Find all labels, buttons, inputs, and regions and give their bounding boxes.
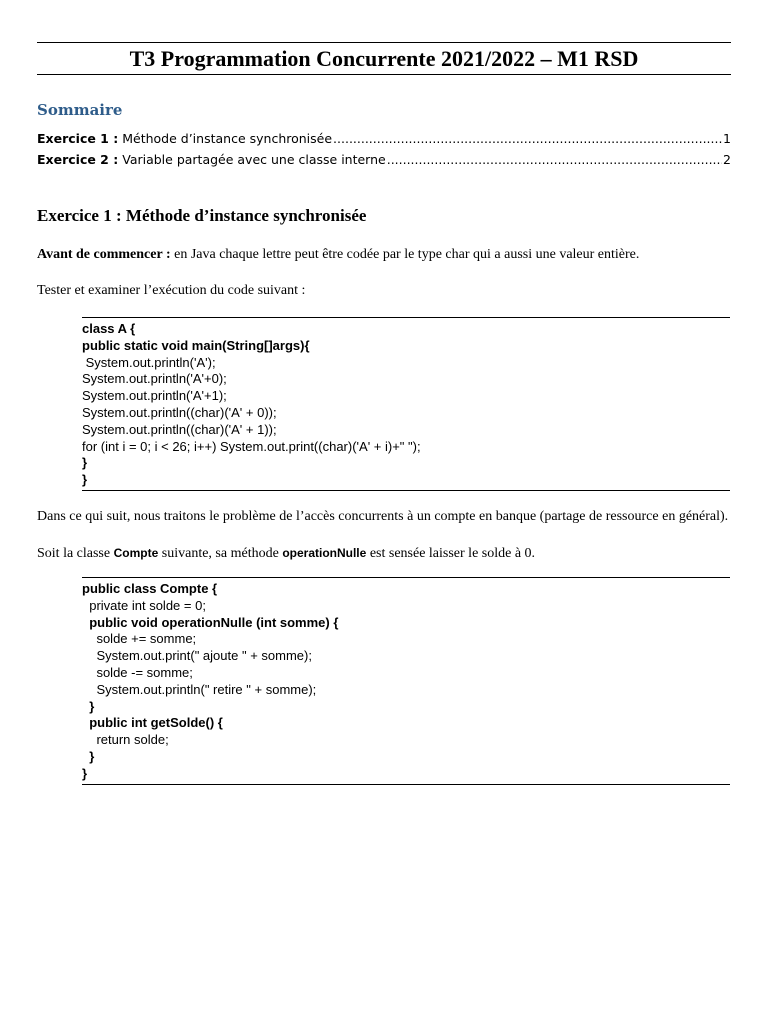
code-block-2 [82, 577, 730, 785]
intro-paragraph [37, 246, 731, 264]
code-line: solde -= somme; [82, 664, 193, 680]
intro-text: en Java chaque lettre peut être codée par le type char qui a aussi une valeur entière. [170, 247, 640, 262]
toc-heading: Sommaire [37, 101, 123, 119]
toc-entry-text: Variable partagée avec une classe interne [122, 152, 386, 167]
code-line: public class Compte { [82, 581, 218, 596]
code-line: System.out.println('A'); [82, 354, 216, 370]
code-line: System.out.println((char)('A' + 0)); [82, 404, 277, 420]
code-line: public static void main(String[]args){ [82, 337, 310, 353]
code-line: public void operationNulle (int somme) { [82, 614, 339, 630]
method-name: operationNulle [282, 546, 367, 560]
toc-entry[interactable] [37, 149, 731, 170]
code-line: } [82, 748, 95, 764]
bank-paragraph: Dans ce qui suit, nous traitons le problème de l’accès concurrents à un compte en banque (partage de ressource en général). [37, 509, 729, 524]
instruction-paragraph: Tester et examiner l’exécution du code suivant : [37, 283, 306, 298]
toc-entry-page: 2 [723, 152, 731, 167]
code-line: System.out.println('A'+0); [82, 371, 227, 387]
toc-entry-text: Méthode d’instance synchronisée [122, 131, 333, 146]
intro-bold: Avant de commencer : [37, 247, 171, 262]
toc-leader-dots [387, 149, 722, 170]
class-para-text: Soit la classe [37, 546, 114, 561]
code-line: public int getSolde() { [82, 715, 223, 731]
code-line: class A { [82, 321, 136, 336]
code-line: } [82, 455, 88, 471]
toc-entry-separator: : [113, 131, 119, 146]
code-line: private int solde = 0; [82, 597, 206, 613]
page-title: T3 Programmation Concurrente 2021/2022 – M1 RSD [129, 46, 639, 71]
toc-entry-label: Exercice 1 [37, 131, 109, 146]
class-name: Compte [113, 546, 159, 560]
code-line: } [82, 698, 95, 714]
title-block [37, 42, 731, 75]
code-line: } [82, 765, 88, 781]
code-line: for (int i = 0; i < 26; i++) System.out.print((char)('A' + i)+" "); [82, 438, 421, 454]
toc-entry[interactable] [37, 128, 731, 149]
class-para-text: est sensée laisser le solde à 0. [366, 546, 536, 561]
code-block-1 [82, 317, 730, 491]
class-para-text: suivante, sa méthode [158, 546, 283, 561]
class-paragraph [37, 544, 731, 563]
toc-entry-page: 1 [723, 131, 731, 146]
toc-entry-label: Exercice 2 [37, 152, 109, 167]
section-heading: Exercice 1 : Méthode d’instance synchronisée [37, 206, 367, 225]
table-of-contents [37, 128, 731, 170]
code-line: System.out.println((char)('A' + 1)); [82, 421, 277, 437]
code-line: solde += somme; [82, 631, 197, 647]
code-line: System.out.println(" retire " + somme); [82, 681, 317, 697]
code-line: System.out.println('A'+1); [82, 388, 227, 404]
toc-entry-separator: : [113, 152, 119, 167]
code-line: return solde; [82, 732, 169, 748]
code-line: System.out.print(" ajoute " + somme); [82, 648, 312, 664]
toc-leader-dots [333, 128, 722, 149]
code-line: } [82, 472, 88, 488]
